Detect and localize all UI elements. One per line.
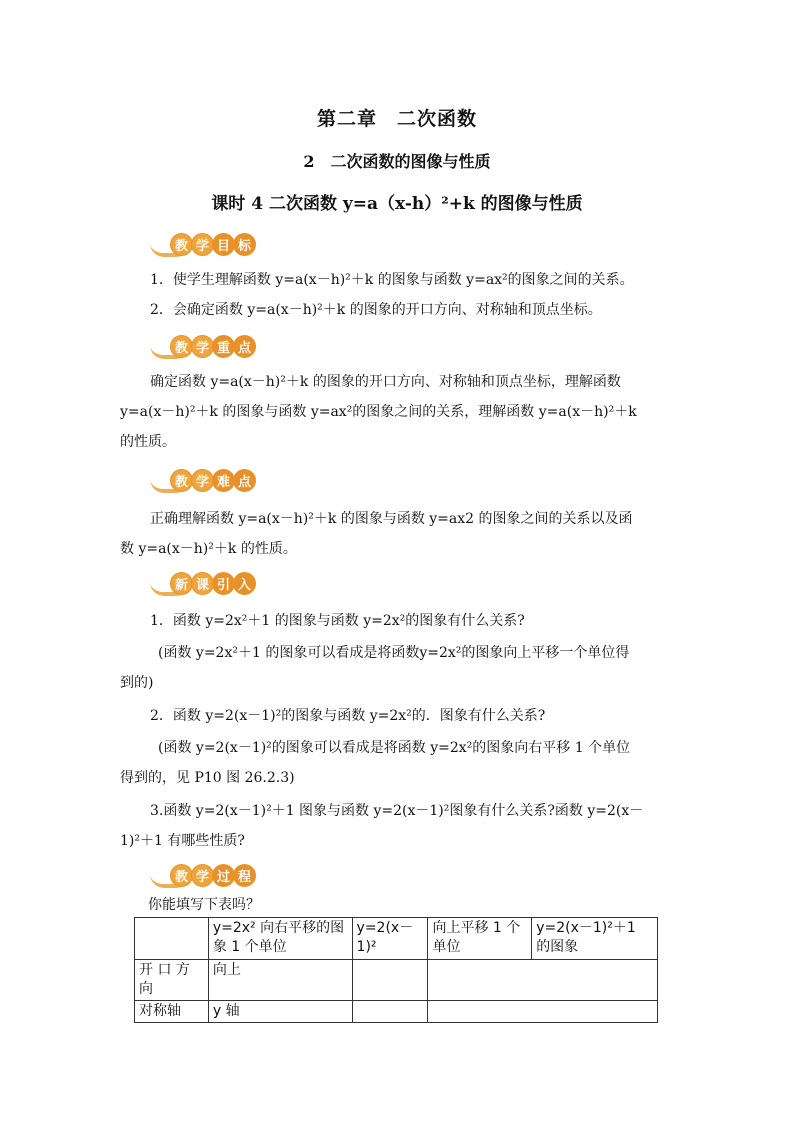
badge-char: 教 bbox=[170, 335, 193, 358]
difficulty-line-1: 正确理解函数 y=a(x－h)²＋k 的图象与函数 y=ax2 的图象之间的关系以及函 bbox=[150, 511, 633, 527]
difficulty-line-2: 数 y=a(x－h)²＋k 的性质。 bbox=[120, 541, 297, 557]
table-cell[interactable] bbox=[428, 960, 658, 1001]
table-header-row bbox=[135, 918, 658, 960]
key-line-3: 的性质。 bbox=[120, 434, 176, 450]
badge-char: 引 bbox=[212, 572, 235, 595]
badge-char: 课 bbox=[191, 572, 214, 595]
intro-answer-2-line-1: (函数 y=2(x－1)²的图象可以看成是将函数 y=2x²的图象向右平移 1 个单位 bbox=[158, 740, 631, 756]
badge-char: 点 bbox=[233, 469, 256, 492]
badge-char: 难 bbox=[212, 469, 235, 492]
section-title: 2 二次函数的图像与性质 bbox=[303, 152, 491, 171]
key-line-1: 确定函数 y=a(x－h)²＋k 的图象的开口方向、对称轴和顶点坐标，理解函数 bbox=[150, 374, 621, 390]
chapter-title: 第二章 二次函数 bbox=[316, 108, 477, 130]
goal-item-2: 2．会确定函数 y=a(x－h)²＋k 的图象的开口方向、对称轴和顶点坐标。 bbox=[150, 302, 602, 318]
table-header-cell: y=2x² 向右平移的图象 1 个单位 bbox=[208, 918, 352, 960]
table-cell[interactable] bbox=[352, 960, 428, 1001]
fill-in-table bbox=[134, 917, 658, 1023]
badge-new-lesson-intro bbox=[150, 572, 260, 596]
intro-question-3-line-1: 3.函数 y=2(x－1)²＋1 图象与函数 y=2(x－1)²图象有什么关系?函数 y=2(x－ bbox=[150, 803, 644, 819]
badge-char: 程 bbox=[233, 864, 256, 887]
table-row bbox=[135, 1001, 658, 1023]
badge-char: 过 bbox=[212, 864, 235, 887]
intro-question-3-line-2: 1)²＋1 有哪些性质? bbox=[120, 833, 245, 849]
badge-char: 学 bbox=[191, 864, 214, 887]
badge-char: 教 bbox=[170, 469, 193, 492]
badge-char: 学 bbox=[191, 335, 214, 358]
goal-item-1: 1．使学生理解函数 y=a(x－h)²＋k 的图象与函数 y=ax²的图象之间的关系。 bbox=[150, 272, 634, 288]
badge-char: 教 bbox=[170, 233, 193, 256]
key-line-2: y=a(x－h)²＋k 的图象与函数 y=ax²的图象之间的关系，理解函数 y=a(x－h)²＋k bbox=[120, 404, 637, 420]
badge-char: 学 bbox=[191, 233, 214, 256]
badge-char: 教 bbox=[170, 864, 193, 887]
table-cell[interactable] bbox=[428, 1001, 658, 1023]
badge-difficulties bbox=[150, 469, 260, 493]
process-prompt: 你能填写下表吗？ bbox=[148, 897, 260, 913]
badge-teaching-goals bbox=[150, 233, 260, 257]
lesson-title: 课时 4 二次函数 y=a（x-h）²+k 的图像与性质 bbox=[211, 194, 583, 214]
badge-char: 入 bbox=[233, 572, 256, 595]
badge-char: 新 bbox=[170, 572, 193, 595]
intro-question-2: 2．函数 y=2(x－1)²的图象与函数 y=2x²的．图象有什么关系? bbox=[150, 708, 546, 724]
table-cell[interactable] bbox=[352, 1001, 428, 1023]
intro-answer-1-line-2: 到的) bbox=[120, 675, 154, 691]
badge-char: 点 bbox=[233, 335, 256, 358]
table-cell: 对称轴 bbox=[135, 1001, 209, 1023]
table-header-cell: y=2(x－1)² bbox=[352, 918, 428, 960]
table-cell: 向上 bbox=[208, 960, 352, 1001]
intro-question-1: 1．函数 y=2x²＋1 的图象与函数 y=2x²的图象有什么关系? bbox=[150, 613, 525, 629]
badge-key-points bbox=[150, 335, 260, 359]
table-header-cell: y=2(x－1)²＋1 的图象 bbox=[532, 918, 658, 960]
table-header-cell: 向上平移 1 个单位 bbox=[428, 918, 532, 960]
table-cell: 开 口 方向 bbox=[135, 960, 209, 1001]
badge-char: 目 bbox=[212, 233, 235, 256]
table-cell: y 轴 bbox=[208, 1001, 352, 1023]
table-row bbox=[135, 960, 658, 1001]
badge-char: 标 bbox=[233, 233, 256, 256]
badge-teaching-process bbox=[150, 864, 260, 888]
badge-char: 重 bbox=[212, 335, 235, 358]
intro-answer-2-line-2: 得到的，见 P10 图 26.2.3) bbox=[120, 770, 295, 786]
badge-char: 学 bbox=[191, 469, 214, 492]
intro-answer-1-line-1: (函数 y=2x²＋1 的图象可以看成是将函数y=2x²的图象向上平移一个单位得 bbox=[158, 645, 630, 661]
table-header-cell bbox=[135, 918, 209, 960]
